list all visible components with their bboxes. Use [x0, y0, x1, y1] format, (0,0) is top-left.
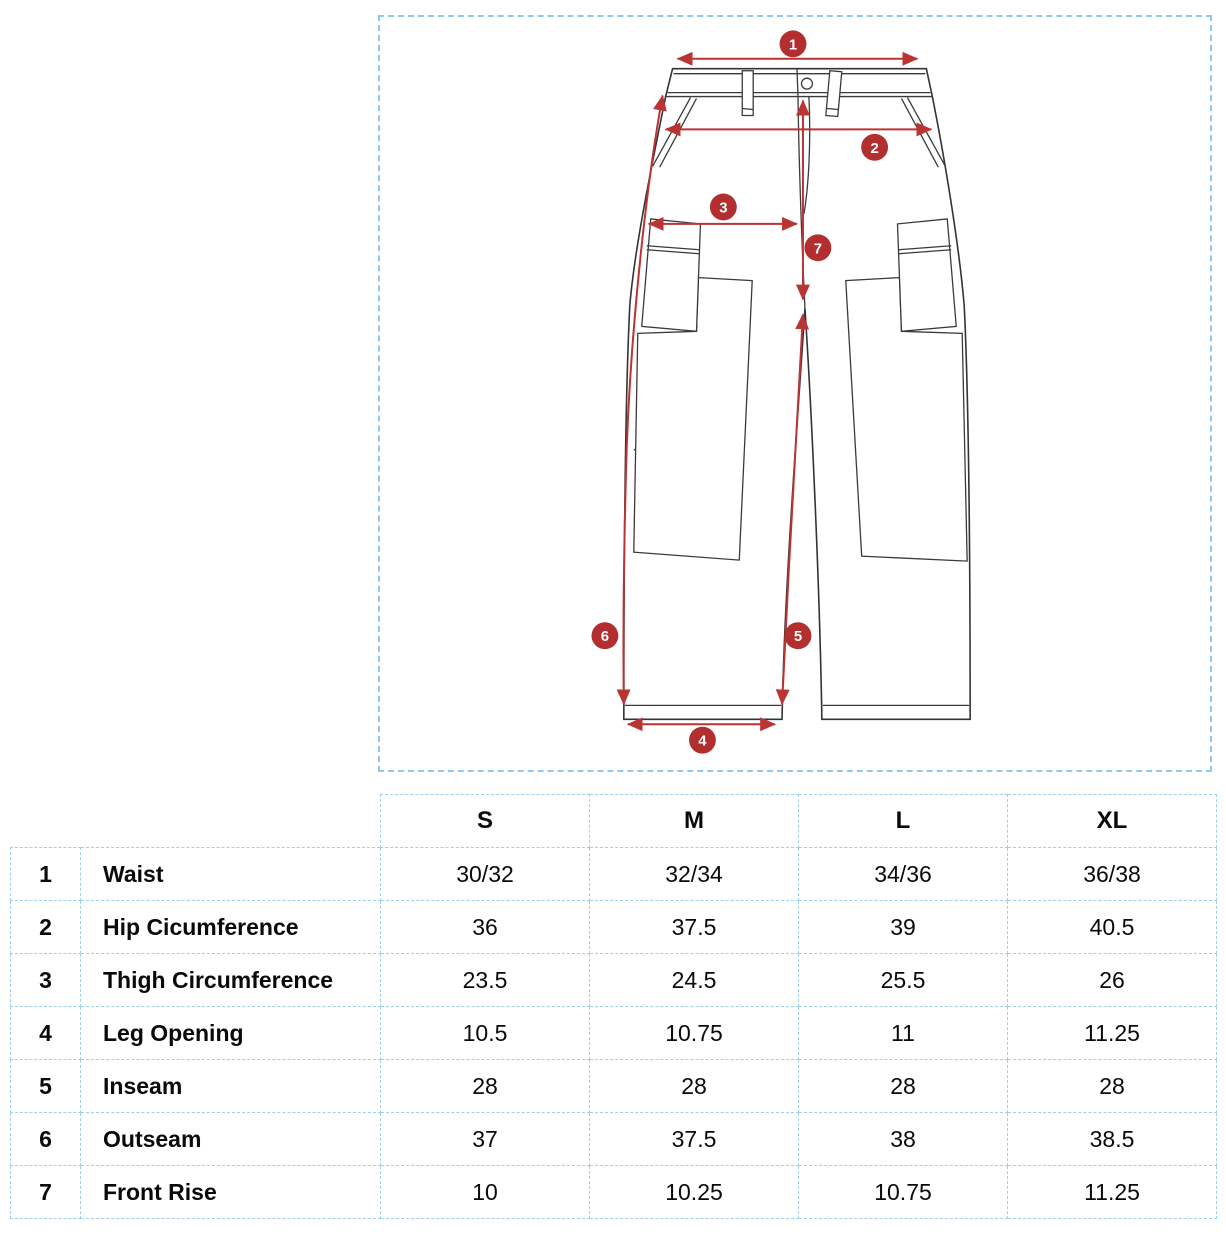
- svg-text:4: 4: [698, 732, 707, 750]
- cell-value: 37.5: [590, 901, 799, 954]
- row-number: 2: [11, 901, 81, 954]
- right-pocket-flap: [898, 219, 957, 331]
- svg-text:1: 1: [788, 36, 798, 54]
- row-number: 6: [11, 1113, 81, 1166]
- svg-text:2: 2: [870, 139, 879, 157]
- cell-value: 10.75: [590, 1007, 799, 1060]
- table-row-thigh: [11, 954, 1217, 1007]
- row-number: 3: [11, 954, 81, 1007]
- callout-1: [780, 30, 807, 57]
- callout-6: [591, 622, 618, 649]
- cell-value: 11.25: [1008, 1007, 1217, 1060]
- header-row: [11, 795, 1217, 848]
- callout-2: [861, 134, 888, 161]
- cell-value: 10: [381, 1166, 590, 1219]
- cell-value: 28: [799, 1060, 1008, 1113]
- row-number: 5: [11, 1060, 81, 1113]
- cell-value: 24.5: [590, 954, 799, 1007]
- row-number: 7: [11, 1166, 81, 1219]
- row-label: Thigh Circumference: [81, 954, 381, 1007]
- pants-diagram-box: [378, 15, 1212, 772]
- table-row-front-rise: [11, 1166, 1217, 1219]
- callout-7: [804, 234, 831, 261]
- header-spacer: [11, 795, 81, 848]
- waist-button: [801, 78, 812, 89]
- row-number: 1: [11, 848, 81, 901]
- cell-value: 23.5: [381, 954, 590, 1007]
- svg-text:5: 5: [793, 628, 803, 646]
- cell-value: 36/38: [1008, 848, 1217, 901]
- row-number: 4: [11, 1007, 81, 1060]
- callout-4: [689, 727, 716, 754]
- cell-value: 10.5: [381, 1007, 590, 1060]
- pants-technical-drawing: [380, 17, 1210, 770]
- header-size-xl: XL: [1008, 795, 1217, 848]
- cell-value: 28: [381, 1060, 590, 1113]
- cell-value: 28: [590, 1060, 799, 1113]
- cell-value: 25.5: [799, 954, 1008, 1007]
- header-size-l: L: [799, 795, 1008, 848]
- cell-value: 37.5: [590, 1113, 799, 1166]
- svg-text:7: 7: [813, 240, 823, 258]
- row-label: Leg Opening: [81, 1007, 381, 1060]
- cell-value: 37: [381, 1113, 590, 1166]
- cell-value: 11: [799, 1007, 1008, 1060]
- cell-value: 10.75: [799, 1166, 1008, 1219]
- cell-value: 36: [381, 901, 590, 954]
- cell-value: 28: [1008, 1060, 1217, 1113]
- cell-value: 30/32: [381, 848, 590, 901]
- cell-value: 32/34: [590, 848, 799, 901]
- cell-value: 34/36: [799, 848, 1008, 901]
- table-row-waist: [11, 848, 1217, 901]
- row-label: Front Rise: [81, 1166, 381, 1219]
- callout-5: [785, 622, 812, 649]
- cell-value: 39: [799, 901, 1008, 954]
- left-pocket-flap: [642, 219, 701, 331]
- row-label: Hip Cicumference: [81, 901, 381, 954]
- header-size-m: M: [590, 795, 799, 848]
- callout-3: [710, 194, 737, 221]
- row-label: Outseam: [81, 1113, 381, 1166]
- svg-text:3: 3: [719, 199, 728, 217]
- svg-text:6: 6: [600, 628, 610, 646]
- table-row-inseam: [11, 1060, 1217, 1113]
- cell-value: 10.25: [590, 1166, 799, 1219]
- table-row-outseam: [11, 1113, 1217, 1166]
- row-label: Inseam: [81, 1060, 381, 1113]
- cell-value: 26: [1008, 954, 1217, 1007]
- cell-value: 11.25: [1008, 1166, 1217, 1219]
- header-size-s: S: [381, 795, 590, 848]
- cell-value: 40.5: [1008, 901, 1217, 954]
- table-row-leg-opening: [11, 1007, 1217, 1060]
- size-chart-table: [10, 794, 1217, 1219]
- table-row-hip: [11, 901, 1217, 954]
- row-label: Waist: [81, 848, 381, 901]
- cell-value: 38: [799, 1113, 1008, 1166]
- cell-value: 38.5: [1008, 1113, 1217, 1166]
- header-spacer: [81, 795, 381, 848]
